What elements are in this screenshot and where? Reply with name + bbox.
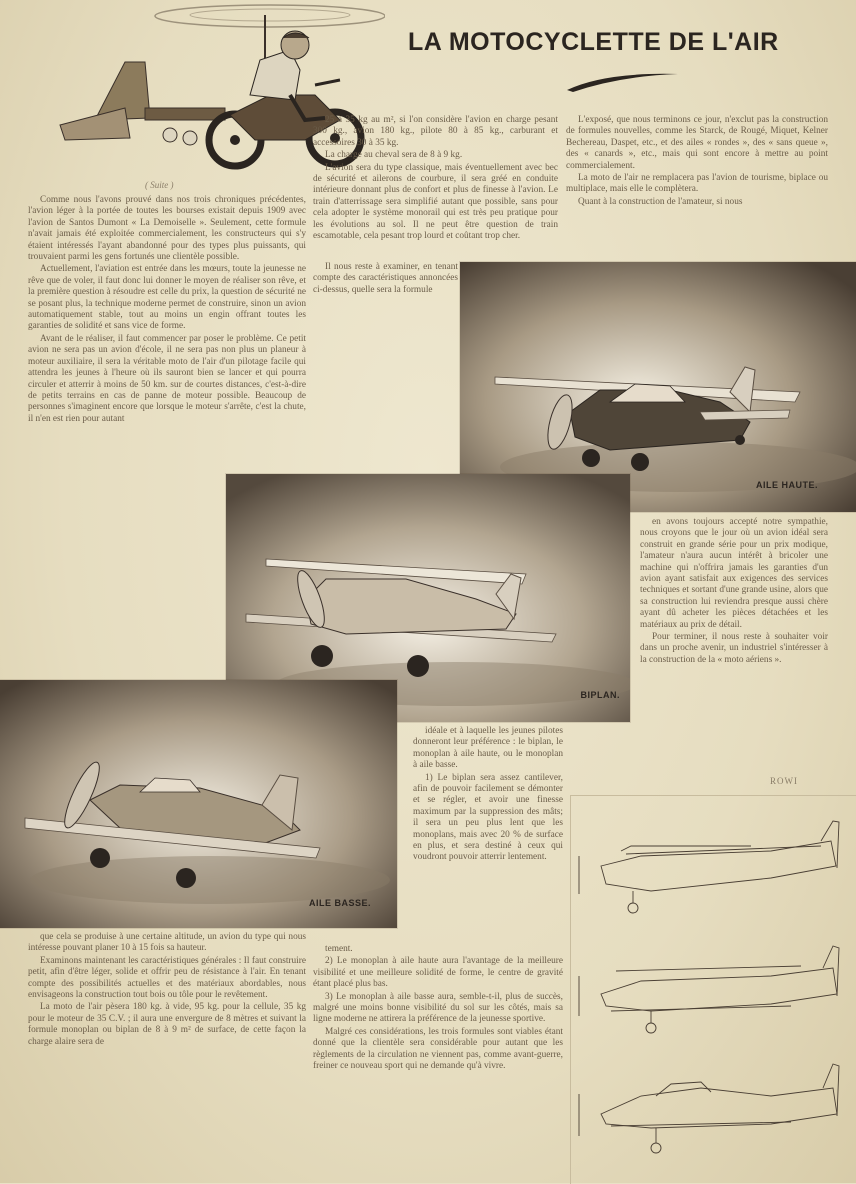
paragraph: idéale et à laquelle les jeunes pilotes donneront leur préférence : le biplan, le monoplan à aile haute, ou le monoplan à aile basse. bbox=[413, 726, 563, 771]
text-column-2-narrow bbox=[313, 262, 458, 472]
text-column-1-top bbox=[28, 195, 306, 478]
photo-label-biplane: BIPLAN. bbox=[580, 690, 620, 700]
paragraph: Quant à la construction de l'amateur, si nous bbox=[578, 196, 743, 207]
paragraph: L'avion sera du type classique, mais éventuellement avec bec de sécurité et ailerons de courbure, il sera gréé en conduite intérieure donnant plus de confort et plus de finesse à l'avion. Le train d'atterrissage sera simplifié autant que possible, sans pour cela adopter le système monorail qui est très peu pratique pour les évolutions au sol. Il ne peut être question de train escamotable, cela pesant trop lourd et coûtant trop cher. bbox=[313, 162, 558, 242]
profile-high-wing-drawing bbox=[579, 821, 839, 913]
paragraph: en avons toujours accepté notre sympathie, nous croyons que le jour où un avion idéal sera construit en grande série pour un prix modique, l'amateur n'aura aucun intérêt à bricoler une machine qui n'offrira jamais les garanties d'un avion ayant satisfait aux exigences des services techniques et sortant d'une grande usine, alors que sa construction lui reviendra presque aussi chère ayant dû acheter les pièces détachées et les matériaux au prix de détail. bbox=[640, 517, 828, 630]
paragraph: La charge au cheval sera de 8 à 9 kg. bbox=[325, 150, 463, 161]
paragraph: L'exposé, que nous terminons ce jour, n'exclut pas la construction de formules nouvelles, comme les Starck, de Rougé, Miquet, Kelner Bechereau, Daspet, etc., et des ailes « rondes », des « sans queue », des « canards », etc., mais qui sont encore à mettre au point commercialement. bbox=[566, 115, 828, 171]
paragraph: 3) Le monoplan à aile basse aura, semble-t-il, plus de succès, malgré une moins bonne visibilité du sol sur les côtés, mais sa ligne moderne ne attirera la préférence de la jeunesse sportive. bbox=[313, 991, 563, 1025]
text-column-3-mid bbox=[640, 517, 828, 777]
article-title: LA MOTOCYCLETTE DE L'AIR bbox=[408, 28, 779, 56]
paragraph: Comme nous l'avons prouvé dans nos trois chroniques précédentes, l'avion léger à la portée de toutes les bourses existait depuis 1909 avec l'avion de Santos Dumont « La Demoiselle ». Seulement, cette formule n'avait jamais été exploitée commercialement, les constructeurs qui s'y étaient intéressés l'ayant abandonné pour des types plus puissants, qui trouvaient parmi les gens fortunés une clientèle possible. bbox=[28, 195, 306, 263]
text-column-1-bottom bbox=[28, 932, 306, 1142]
author-signature: ROWI bbox=[770, 776, 798, 786]
photo-label-high-wing: AILE HAUTE. bbox=[755, 480, 818, 490]
paragraph: Il nous reste à examiner, en tenant compte des caractéristiques annoncées ci-dessus, quelle sera la formule bbox=[313, 262, 458, 295]
paragraph: 25 à 35 kg au m², si l'on considère l'avion en charge pesant 300 kg., avion 180 kg., pilote 80 à 85 kg., carburant et accessoires 30 à 35 kg. bbox=[313, 115, 558, 148]
paragraph: 2) Le monoplan à aile haute aura l'avantage de la meilleure visibilité et une meilleure solidité de forme, le centre de gravité étant placé plus bas. bbox=[313, 956, 563, 990]
profile-low-wing-drawing bbox=[579, 1064, 839, 1153]
paragraph: Actuellement, l'aviation est entrée dans les mœurs, toute la jeunesse ne rêve que de voler, il faut donc lui donner le moyen de réaliser son rêve, et la première question à résoudre est celle du prix, la question de sécurité ne se posant plus, la technique moderne permet de construire, sinon un avion automatiquement stable, tout au moins un engin offrant toutes les garanties de solidité et sans vice de forme. bbox=[28, 264, 306, 332]
cartoon-caption: ( Suite ) bbox=[145, 180, 174, 190]
paragraph: Pour terminer, il nous reste à souhaiter voir dans un proche avenir, un industriel s'intéresser à la construction de la « moto aériens ». bbox=[640, 632, 828, 665]
paragraph: 1) Le biplan sera assez cantilever, afin de pouvoir facilement se démonter et se régler, et avoir une finesse maximum par la suppression des mâts; il sera un peu plus lent que les monoplans, mais avec 20 % de surface en plus, et sera destiné à ceux qui voudront pouvoir atterrir lentement. bbox=[413, 772, 563, 863]
text-column-3-top bbox=[566, 115, 828, 260]
profile-biplane-drawing bbox=[579, 946, 839, 1033]
paragraph: tement. bbox=[325, 944, 353, 954]
paragraph: Malgré ces considérations, les trois formules sont viables étant donné que la clientèle sera considérable pour autant que les règlements de la circulation ne viennent pas, comme avant-guerre, freiner ce nouveau sport qui ne demande qu'à vivre. bbox=[313, 1026, 563, 1072]
paragraph: Avant de le réaliser, il faut commencer par poser le problème. Ce petit avion ne sera pas un avion d'école, il ne sera pas non plus un planeur à moteur auxiliaire, il sera la véritable moto de l'air d'un pilotage facile qui attendra les jeunes à l'heure où ils sauront bien se lancer et qui pourra circuler et atterrir à moins de 50 km. sur de courtes distances, c'est-à-dire de petits terrains en cas de panne de moteur possible. Beaucoup de personnes s'imaginent encore que lorsque le moteur s'arrête, c'est la chute, il n'en est rien pour autant bbox=[28, 333, 306, 424]
paragraph: que cela se produise à une certaine altitude, un avion du type qui nous intéresse pouvant planer 10 à 15 fois sa hauteur. bbox=[28, 932, 306, 954]
photo-low-wing-model bbox=[0, 680, 397, 928]
text-column-2-bottom bbox=[313, 944, 563, 1144]
aircraft-profile-drawings bbox=[570, 795, 856, 1184]
text-column-2-mid bbox=[413, 726, 563, 944]
paragraph: La moto de l'air ne remplacera pas l'avion de tourisme, biplace ou multiplace, mais elle le complètera. bbox=[566, 173, 828, 195]
paragraph: La moto de l'air pèsera 180 kg. à vide, 95 kg. pour la cellule, 35 kg pour le moteur de 35 C.V. ; il aura une envergure de 8 mètres et suivant la formule monoplan ou biplan de 8 à 9 m² de surface, de cette façon la charge alaire sera de bbox=[28, 1002, 306, 1047]
text-column-2-top bbox=[313, 115, 558, 260]
paragraph: Examinons maintenant les caractéristiques générales : Il faut construire petit, afin d'être léger, solide et offrir peu de résistance à l'air. En tenant compte des possibilités actuelles et des matériaux abordables, nous envisageons la construction tout bois ou tôle pour le revêtement. bbox=[28, 955, 306, 1001]
photo-label-low-wing: AILE BASSE. bbox=[308, 898, 371, 908]
title-swoosh-ornament bbox=[565, 70, 680, 94]
